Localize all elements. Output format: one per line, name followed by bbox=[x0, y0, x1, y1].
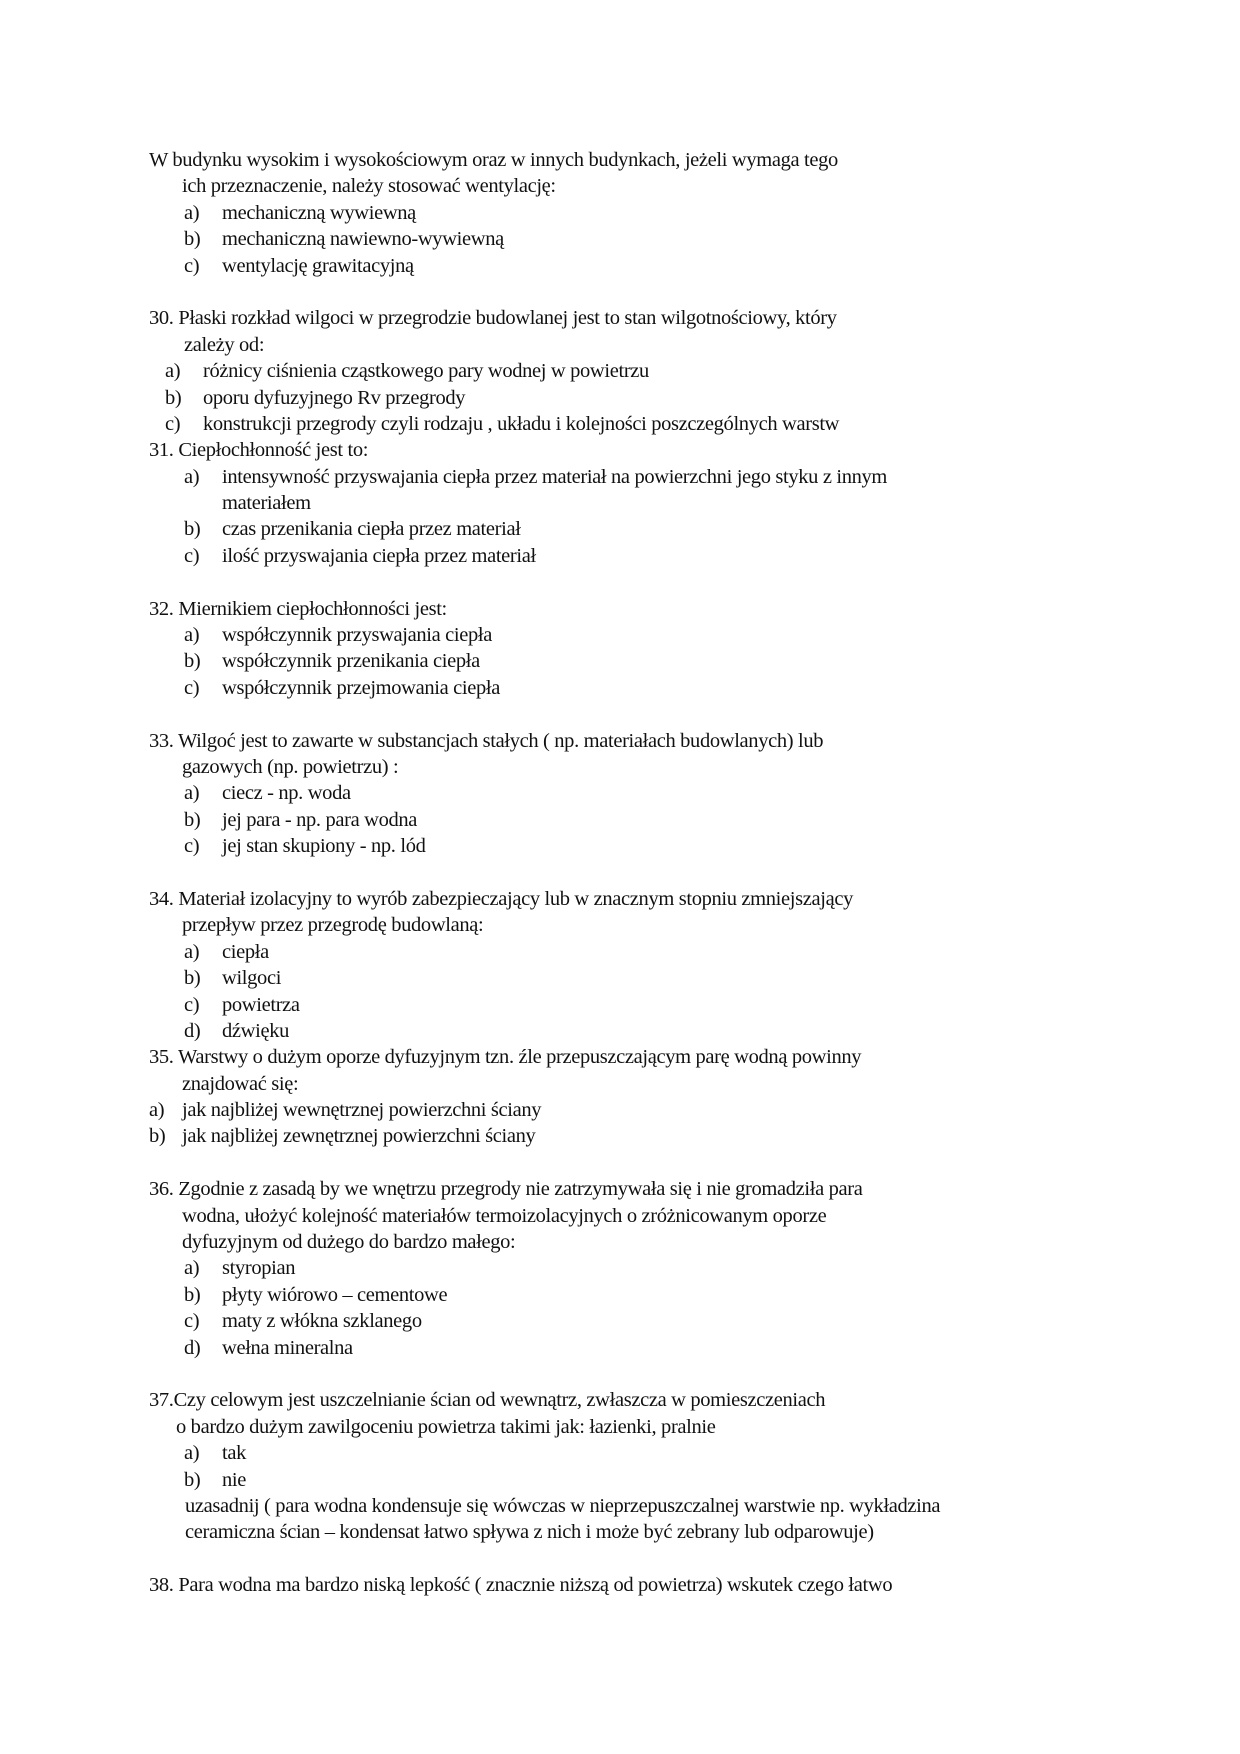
justification-text: uzasadnij ( para wodna kondensuje się wówczas w nieprzepuszczalnej warstwie np. wykładzina bbox=[185, 1494, 941, 1517]
question-text: przepływ przez przegrodę budowlaną: bbox=[182, 914, 484, 937]
question-text: o bardzo dużym zawilgoceniu powietrza takimi jak: łazienki, pralnie bbox=[176, 1415, 716, 1438]
question-text: dyfuzyjnym od dużego do bardzo małego: bbox=[182, 1231, 516, 1254]
option-text: ilość przyswajania ciepła przez materiał bbox=[222, 544, 536, 567]
question-38 bbox=[0, 1572, 1240, 1598]
option-letter: b) bbox=[184, 650, 201, 673]
question-32 bbox=[0, 596, 1240, 622]
option bbox=[0, 464, 1240, 490]
option-letter: a) bbox=[184, 1257, 200, 1280]
option-letter: d) bbox=[184, 1019, 201, 1042]
question-text: 33. Wilgoć jest to zawarte w substancjach stałych ( np. materiałach budowlanych) lub bbox=[149, 729, 824, 752]
option-text: styropian bbox=[222, 1257, 296, 1280]
option-text: intensywność przyswajania ciepła przez materiał na powierzchni jego styku z innym bbox=[222, 465, 887, 488]
option bbox=[0, 411, 1240, 437]
option-text: powietrza bbox=[222, 993, 300, 1016]
question-text: 32. Miernikiem ciepłochłonności jest: bbox=[149, 597, 447, 620]
option-text: konstrukcji przegrody czyli rodzaju , układu i kolejności poszczególnych warstw bbox=[203, 412, 840, 435]
question-text: gazowych (np. powietrzu) : bbox=[182, 755, 399, 778]
option-text: płyty wiórowo – cementowe bbox=[222, 1283, 448, 1306]
option bbox=[0, 1308, 1240, 1334]
option-letter: c) bbox=[165, 412, 181, 435]
question-text: 35. Warstwy o dużym oporze dyfuzyjnym tzn. źle przepuszczającym parę wodną powinny bbox=[149, 1046, 862, 1069]
option-text: czas przenikania ciepła przez materiał bbox=[222, 518, 521, 541]
question-text: ich przeznaczenie, należy stosować wentylację: bbox=[182, 175, 556, 198]
option-text: wilgoci bbox=[222, 967, 282, 990]
option-text: ciecz - np. woda bbox=[222, 782, 351, 805]
option-letter: a) bbox=[184, 940, 200, 963]
option-letter: b) bbox=[184, 967, 201, 990]
option bbox=[0, 780, 1240, 806]
option bbox=[0, 1097, 1240, 1123]
option-letter: b) bbox=[149, 1125, 166, 1148]
option-letter: c) bbox=[184, 993, 200, 1016]
option-letter: a) bbox=[184, 782, 200, 805]
option-text: jej para - np. para wodna bbox=[222, 808, 418, 831]
option-letter: c) bbox=[184, 1310, 200, 1333]
justification-text: ceramiczna ścian – kondensat łatwo spływa z nich i może być zebrany lub odparowuje) bbox=[185, 1521, 874, 1544]
question-text: W budynku wysokim i wysokościowym oraz w innych budynkach, jeżeli wymaga tego bbox=[149, 149, 838, 171]
question-text: znajdować się: bbox=[182, 1072, 299, 1095]
option bbox=[0, 358, 1240, 384]
option bbox=[0, 1467, 1240, 1493]
option-text: tak bbox=[222, 1442, 246, 1465]
option-text: mechaniczną nawiewno-wywiewną bbox=[222, 228, 504, 251]
question-31 bbox=[0, 437, 1240, 463]
question-text: 37.Czy celowym jest uszczelnianie ścian od wewnątrz, zwłaszcza w pomieszczeniach bbox=[149, 1389, 826, 1412]
option-letter: b) bbox=[184, 1283, 201, 1306]
option bbox=[0, 675, 1240, 701]
option-text: dźwięku bbox=[222, 1019, 289, 1042]
option-letter: c) bbox=[184, 676, 200, 699]
option-text: współczynnik przyswajania ciepła bbox=[222, 624, 493, 647]
option bbox=[0, 992, 1240, 1018]
option bbox=[0, 543, 1240, 569]
option-letter: c) bbox=[184, 544, 200, 567]
option-text: jej stan skupiony - np. lód bbox=[222, 835, 426, 858]
option bbox=[0, 622, 1240, 648]
option-text: wentylację grawitacyjną bbox=[222, 254, 414, 277]
option-text: nie bbox=[222, 1468, 246, 1491]
option-letter: d) bbox=[184, 1336, 201, 1359]
option bbox=[0, 1282, 1240, 1308]
option bbox=[0, 1440, 1240, 1466]
option-text: jak najbliżej zewnętrznej powierzchni ściany bbox=[182, 1125, 536, 1148]
option-letter: a) bbox=[184, 1442, 200, 1465]
option bbox=[0, 226, 1240, 252]
question-33 bbox=[0, 728, 1240, 754]
option-text: mechaniczną wywiewną bbox=[222, 201, 416, 224]
option-letter: c) bbox=[184, 835, 200, 858]
option-text: różnicy ciśnienia cząstkowego pary wodnej w powietrzu bbox=[203, 360, 649, 383]
option-letter: c) bbox=[184, 254, 200, 277]
option-letter: a) bbox=[184, 201, 200, 224]
option-letter: b) bbox=[184, 228, 201, 251]
option bbox=[0, 516, 1240, 542]
option bbox=[0, 200, 1240, 226]
question-text: 38. Para wodna ma bardzo niską lepkość ( znacznie niższą od powietrza) wskutek czego łatwo bbox=[149, 1574, 893, 1597]
option-text: wełna mineralna bbox=[222, 1336, 353, 1359]
option-text: współczynnik przejmowania ciepła bbox=[222, 676, 500, 699]
option-letter: b) bbox=[184, 808, 201, 831]
option bbox=[0, 833, 1240, 859]
question-text: 36. Zgodnie z zasadą by we wnętrzu przegrody nie zatrzymywała się i nie gromadziła para bbox=[149, 1178, 863, 1201]
question-30 bbox=[0, 305, 1240, 331]
option-text: materiałem bbox=[222, 492, 311, 515]
question-36 bbox=[0, 1176, 1240, 1202]
option bbox=[0, 1123, 1240, 1149]
question-34 bbox=[0, 886, 1240, 912]
question-text: zależy od: bbox=[184, 333, 265, 356]
option-letter: a) bbox=[184, 624, 200, 647]
option-letter: a) bbox=[184, 465, 200, 488]
option-letter: a) bbox=[165, 360, 181, 383]
option-letter: b) bbox=[184, 518, 201, 541]
question-text: 31. Ciepłochłonność jest to: bbox=[149, 439, 369, 462]
option bbox=[0, 965, 1240, 991]
option-text: ciepła bbox=[222, 940, 269, 963]
option-letter: b) bbox=[184, 1468, 201, 1491]
option-letter: b) bbox=[165, 386, 182, 409]
option-text: oporu dyfuzyjnego Rv przegrody bbox=[203, 386, 466, 409]
question-35 bbox=[0, 1044, 1240, 1070]
option bbox=[0, 939, 1240, 965]
document-page bbox=[0, 147, 1240, 1598]
option-text: maty z włókna szklanego bbox=[222, 1310, 422, 1333]
question-29 bbox=[0, 147, 1240, 173]
option-letter: a) bbox=[149, 1099, 165, 1122]
question-37 bbox=[0, 1387, 1240, 1413]
option bbox=[0, 253, 1240, 279]
option bbox=[0, 1255, 1240, 1281]
question-text: 34. Materiał izolacyjny to wyrób zabezpieczający lub w znacznym stopniu zmniejszający bbox=[149, 887, 853, 910]
question-text: wodna, ułożyć kolejność materiałów termoizolacyjnych o zróżnicowanym oporze bbox=[182, 1204, 827, 1227]
option-text: współczynnik przenikania ciepła bbox=[222, 650, 480, 673]
option bbox=[0, 648, 1240, 674]
option-text: jak najbliżej wewnętrznej powierzchni ściany bbox=[182, 1099, 542, 1122]
question-text: 30. Płaski rozkład wilgoci w przegrodzie budowlanej jest to stan wilgotnościowy, który bbox=[149, 307, 837, 330]
option bbox=[0, 385, 1240, 411]
option bbox=[0, 1018, 1240, 1044]
option bbox=[0, 1335, 1240, 1361]
option bbox=[0, 807, 1240, 833]
